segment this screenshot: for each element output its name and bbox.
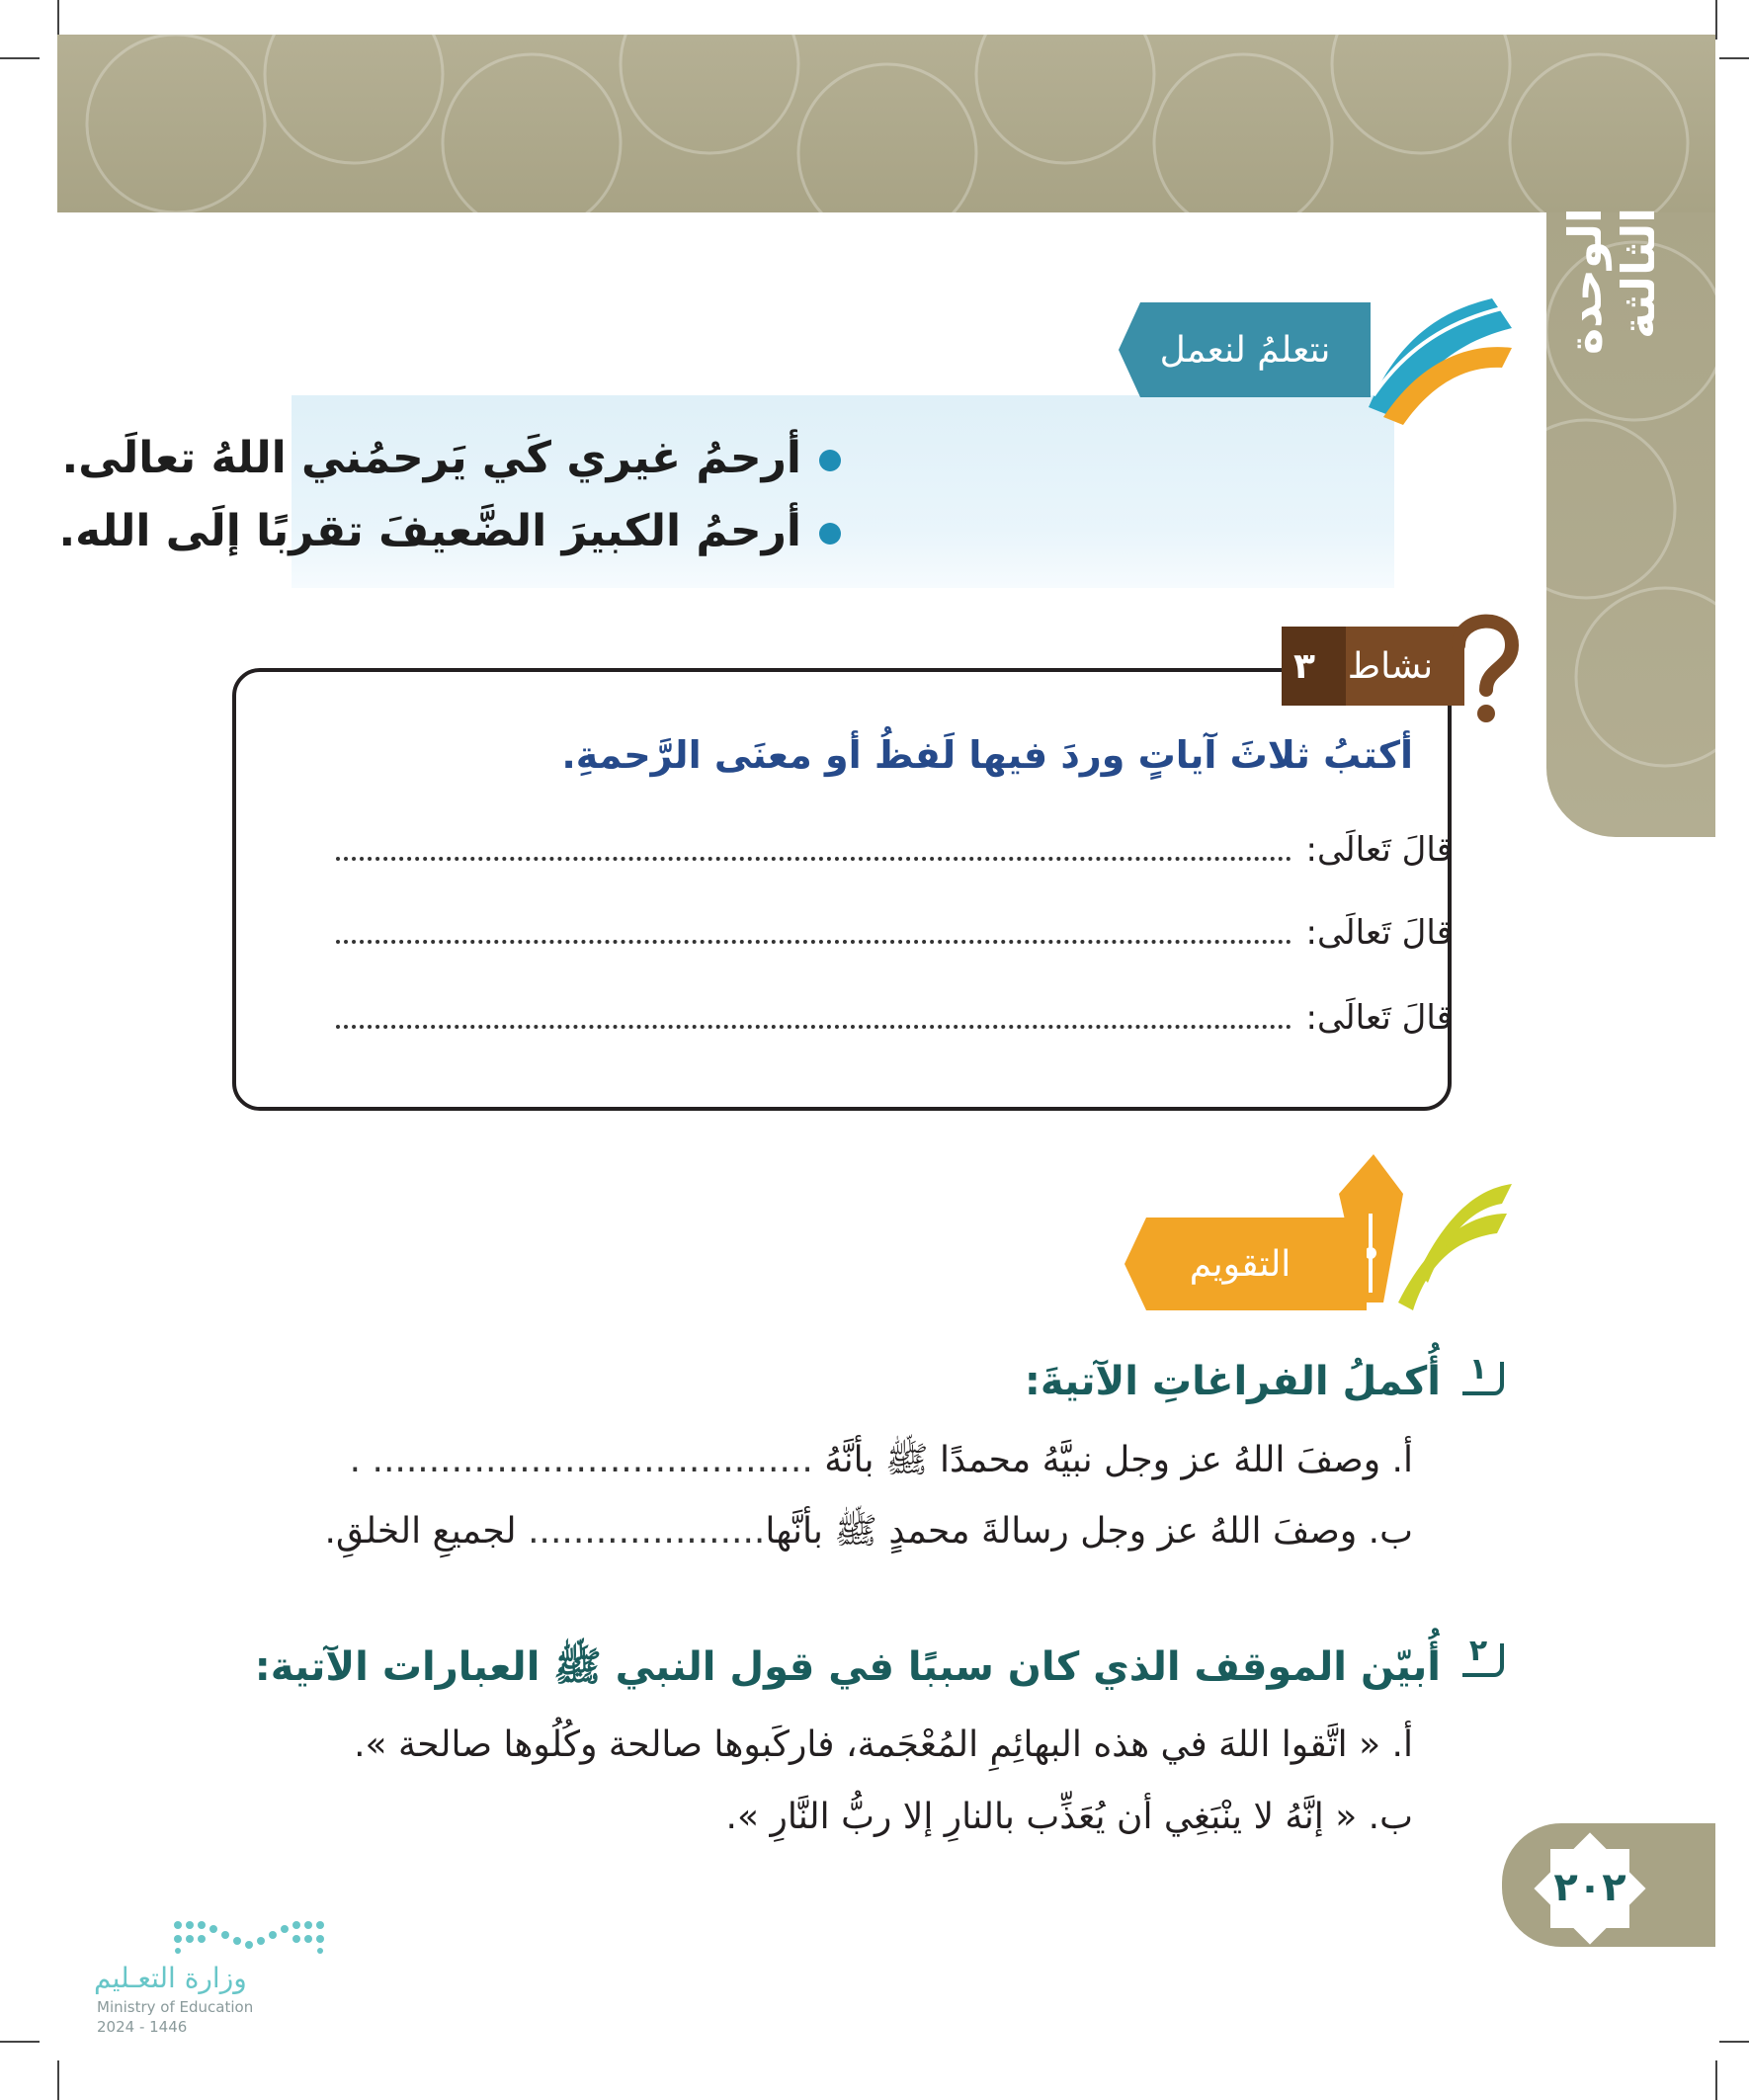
crop-mark bbox=[1715, 0, 1717, 40]
unit-title: الوحدة الثالثة bbox=[1558, 208, 1665, 355]
ministry-year: 2024 - 1446 bbox=[97, 2018, 188, 2036]
evaluation-label: التقويم bbox=[1189, 1244, 1291, 1285]
ministry-name-en: Ministry of Education bbox=[97, 1998, 254, 2016]
activity-instruction: أكتبُ ثلاثَ آياتٍ وردَ فيها لَفظُ أو معنَى الرَّحمةِ. bbox=[561, 733, 1413, 777]
question-mark-icon bbox=[1451, 611, 1520, 724]
learn-item: أرحمُ غيري كَي يَرحمُني اللهُ تعالَى. bbox=[62, 433, 842, 483]
crop-mark bbox=[1719, 2041, 1749, 2043]
crop-mark bbox=[1715, 2060, 1717, 2100]
crop-mark bbox=[0, 57, 40, 59]
activity-label: نشاط bbox=[1347, 646, 1434, 687]
crop-mark bbox=[57, 2060, 59, 2100]
answer-line[interactable]: قالَ تَعالَى: bbox=[336, 913, 1453, 968]
blank-field[interactable]: ..................... bbox=[528, 1511, 766, 1552]
question-item: أ. « اتَّقوا اللهَ في هذه البهائِمِ المُعْجَمة، فاركَبوها صالحة وكُلُوها صالحة ». bbox=[354, 1724, 1413, 1765]
answer-line[interactable]: قالَ تَعالَى: bbox=[336, 830, 1453, 885]
crop-mark bbox=[1719, 57, 1749, 59]
page-number: ٢٠٢ bbox=[1553, 1865, 1626, 1910]
question-number: ١ bbox=[1468, 1352, 1488, 1386]
dotted-line[interactable] bbox=[336, 914, 1291, 944]
answer-line[interactable]: قالَ تَعالَى: bbox=[336, 998, 1453, 1053]
blank-field[interactable]: ....................................... . bbox=[349, 1440, 813, 1480]
bullet-icon bbox=[819, 450, 841, 471]
ministry-logo-icon bbox=[168, 1917, 326, 1957]
question-item: ب. وصفَ اللهُ عز وجل رسالةَ محمدٍ ﷺ بأنَّها..................... لجميعِ الخلقِ. bbox=[324, 1511, 1413, 1552]
learn-panel bbox=[58, 395, 1394, 588]
crop-mark bbox=[57, 0, 59, 40]
book-icon bbox=[1364, 269, 1522, 427]
question-item: ب. « إنَّهُ لا ينْبَغِي أن يُعَذِّب بالنارِ إلا ربُّ النَّارِ ». bbox=[725, 1797, 1413, 1837]
dotted-line[interactable] bbox=[336, 999, 1291, 1029]
learn-label: نتعلمُ لنعمل bbox=[1159, 330, 1331, 371]
header-banner bbox=[57, 35, 1715, 212]
islamic-pattern bbox=[57, 35, 1715, 212]
question-number: ٢ bbox=[1468, 1634, 1488, 1668]
bullet-icon bbox=[819, 523, 841, 545]
learn-item: أرحمُ الكبيرَ الضَّعيفَ تقربًا إلَى الله. bbox=[58, 506, 841, 556]
question-title: أُبيّن الموقف الذي كان سببًا في قول النبي ﷺ العبارات الآتية: bbox=[254, 1644, 1441, 1690]
dotted-line[interactable] bbox=[336, 831, 1291, 861]
crop-mark bbox=[0, 2041, 40, 2043]
question-item: أ. وصفَ اللهُ عز وجل نبيَّهُ محمدًا ﷺ بأنَّهُ ....................................... . bbox=[349, 1440, 1413, 1480]
question-title: أُكملُ الفراغاتِ الآتيةَ: bbox=[1024, 1359, 1441, 1404]
activity-number: ٣ bbox=[1293, 646, 1315, 687]
ministry-name-ar: وزارة التعـليم bbox=[94, 1962, 247, 1994]
